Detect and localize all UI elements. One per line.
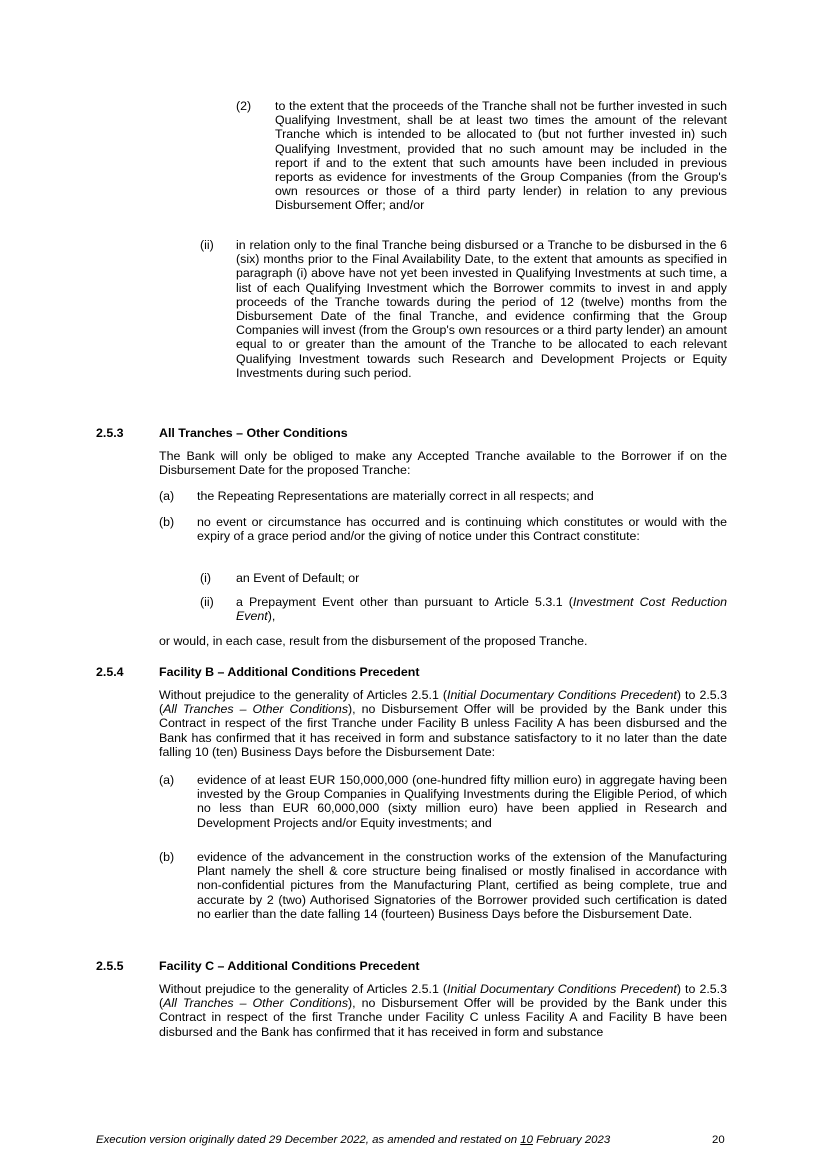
page-footer: Execution version originally dated 29 December 2022, as amended and restated on 10 February 2023 — [96, 1134, 611, 1146]
section-2-5-3-ii-text: a Prepayment Event other than pursuant to Article 5.3.1 (Investment Cost Reduction Event), — [236, 595, 728, 624]
section-2-5-3-closing: or would, in each case, result from the disbursement of the proposed Tranche. — [159, 634, 588, 648]
section-2-5-3-a-label: (a) — [159, 489, 175, 503]
section-2-5-3-i-label: (i) — [200, 571, 212, 585]
section-2-5-3-a-text: the Repeating Representations are materially correct in all respects; and — [197, 489, 594, 503]
section-2-5-3-intro: The Bank will only be obliged to make any Accepted Tranche available to the Borrower if on the Disbursement Date for the proposed Tranche: — [159, 449, 727, 478]
section-2-5-4-a-label: (a) — [159, 773, 175, 787]
section-2-5-5-intro: Without prejudice to the generality of Articles 2.5.1 (Initial Documentary Conditions Precedent) to 2.5.3 (All Tranches – Other Conditions), no Disbursement Offer will be provided by the Bank under this Contract in respect of the first Tranche under Facility C unless Facility A and Facility B have been disbursed and the Bank has confirmed that it has received in form and substance — [159, 982, 728, 1039]
item-ii-text: in relation only to the final Tranche being disbursed or a Tranche to be disbursed in the 6 (six) months prior to the Final Availability Date, to the extent that amounts as specified in paragraph (i) above have not yet been invested in Qualifying Investments at such time, a list of each Qualifying Investment which the Borrower commits to invest in and apply proceeds of the Tranche towards during the period of 12 (twelve) months from the Disbursement Date of the final Tranche, and evidence confirming that the Group Companies will invest (from the Group's own resources or a third party lender) an amount equal to or greater than the amount of the Tranche to be allocated to each relevant Qualifying Investment towards such Research and Development Projects or Equity Investments during such period. — [236, 238, 727, 380]
item-2-text: to the extent that the proceeds of the Tranche shall not be further invested in such Qualifying Investment, shall be at least two times the amount of the relevant Tranche which is intended to be allocated to (but not further invested in) such Qualifying Investment, provided that no such amount may be included in the report if and to the extent that such amounts have been included in previous reports as evidence for investments of the Group Companies (from the Group's own resources or those of a third party lender) in relation to any previous Disbursement Offer; and/or — [275, 99, 727, 213]
item-2-label: (2) — [236, 99, 252, 113]
section-2-5-3-b-text: no event or circumstance has occurred and is continuing which constitutes or would with the expiry of a grace period and/or the giving of notice under this Contract constitute: — [197, 515, 727, 544]
section-2-5-4-number: 2.5.4 — [96, 665, 124, 679]
section-2-5-3-title: All Tranches – Other Conditions — [159, 426, 348, 440]
section-2-5-3-i-text: an Event of Default; or — [236, 571, 360, 585]
section-2-5-4-title: Facility B – Additional Conditions Precedent — [159, 665, 420, 679]
section-2-5-5-number: 2.5.5 — [96, 959, 124, 973]
page-number: 20 — [712, 1134, 725, 1146]
section-2-5-5-title: Facility C – Additional Conditions Precedent — [159, 959, 420, 973]
section-2-5-4-a-text: evidence of at least EUR 150,000,000 (one-hundred fifty million euro) in aggregate having been invested by the Group Companies in Qualifying Investments during the Eligible Period, of which no less than EUR 60,000,000 (sixty million euro) have been applied in Research and Development Projects and/or Equity investments; and — [197, 773, 727, 830]
section-2-5-3-number: 2.5.3 — [96, 426, 124, 440]
section-2-5-4-b-text: evidence of the advancement in the construction works of the extension of the Manufacturing Plant namely the shell & core structure being finalised or mostly finalised in accordance with non-confidential pictures from the Manufacturing Plant, certified as being complete, true and accurate by 2 (two) Authorised Signatories of the Borrower provided such certification is dated no earlier than the date falling 14 (fourteen) Business Days before the Disbursement Date. — [197, 850, 727, 921]
section-2-5-4-b-label: (b) — [159, 850, 175, 864]
section-2-5-3-ii-label: (ii) — [200, 595, 214, 609]
item-ii-label: (ii) — [200, 238, 214, 252]
section-2-5-3-b-label: (b) — [159, 515, 175, 529]
section-2-5-4-intro: Without prejudice to the generality of Articles 2.5.1 (Initial Documentary Conditions Precedent) to 2.5.3 (All Tranches – Other Conditions), no Disbursement Offer will be provided by the Bank under this Contract in respect of the first Tranche under Facility B unless Facility A has been disbursed and the Bank has confirmed that it has received in form and substance satisfactory to it no later than the date falling 10 (ten) Business Days before the Disbursement Date: — [159, 688, 728, 759]
